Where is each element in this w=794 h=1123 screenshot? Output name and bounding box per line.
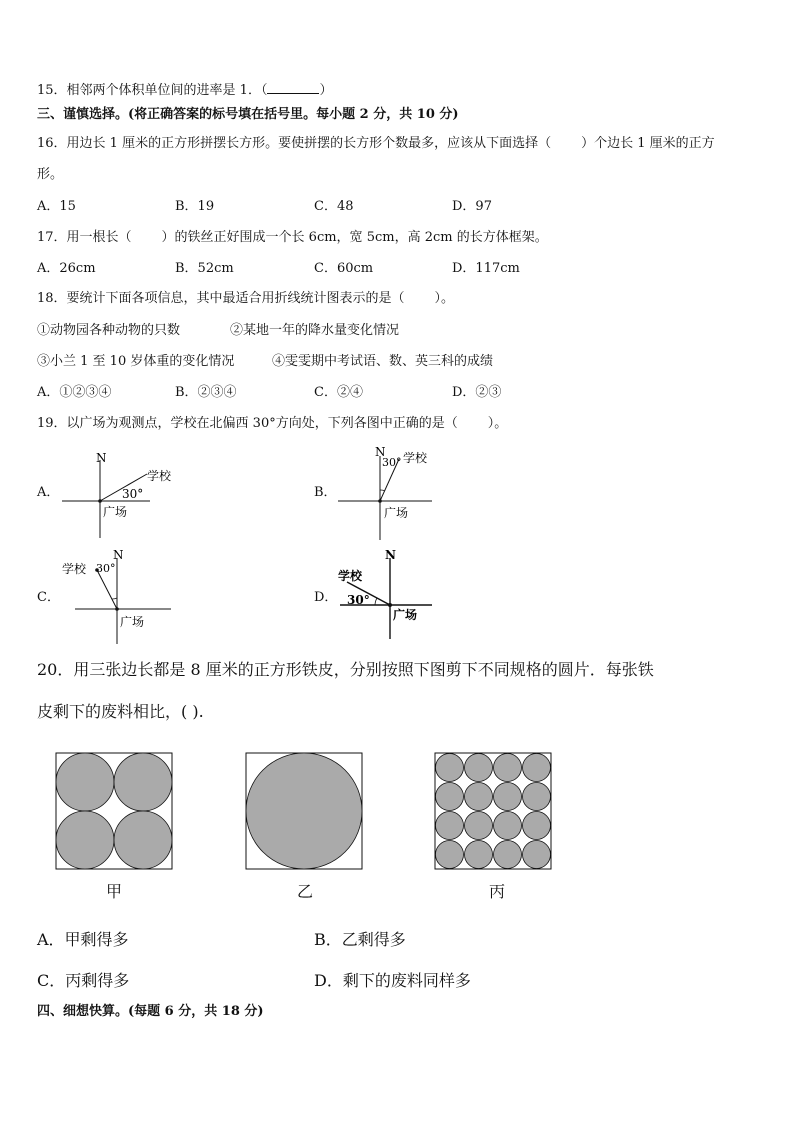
q18 — [37, 290, 454, 308]
circle — [465, 754, 493, 782]
q20-line1: 20．用三张边长都是 8 厘米的正方形铁皮，分别按照下图剪下不同规格的圆片．每张铁 — [37, 660, 654, 679]
q20-figure-yi — [245, 752, 365, 872]
q17 — [37, 229, 548, 247]
q17-text: 17．用一根长（ — [37, 230, 132, 245]
angle-label: 30° — [347, 593, 370, 607]
plaza-label: 广场 — [384, 506, 409, 520]
circle — [436, 783, 464, 811]
q18-item-4: ④雯雯期中考试语、数、英三科的成绩 — [272, 354, 494, 369]
school-label: 学校 — [338, 569, 363, 583]
plaza-label: 广场 — [103, 505, 128, 519]
circle — [494, 754, 522, 782]
q16-line1 — [37, 135, 715, 153]
circle — [523, 812, 551, 840]
circle — [114, 753, 172, 811]
q20-label-jia: 甲 — [106, 882, 123, 901]
circle — [494, 812, 522, 840]
school-label: 学校 — [147, 469, 172, 483]
q20-label-yi: 乙 — [297, 882, 314, 901]
north-label: N — [96, 451, 107, 465]
circle — [465, 841, 493, 869]
circle — [436, 812, 464, 840]
school-label: 学校 — [62, 562, 87, 576]
q19-option-a[interactable]: A． — [37, 485, 60, 500]
q18-item-1: ①动物园各种动物的只数 — [37, 323, 181, 338]
q18-text-end: ）。 — [434, 291, 455, 306]
circle — [523, 783, 551, 811]
q19 — [37, 415, 507, 433]
q20-option-c[interactable]: C．丙剩得多 — [37, 971, 130, 990]
circle — [465, 783, 493, 811]
q20-option-b[interactable]: B．乙剩得多 — [314, 930, 406, 949]
circle — [56, 753, 114, 811]
q20-option-d[interactable]: D．剩下的废料同样多 — [314, 971, 471, 990]
q18-text: 18．要统计下面各项信息，其中最适合用折线统计图表示的是（ — [37, 291, 405, 306]
q19-diagram-d — [335, 546, 445, 641]
circle — [436, 841, 464, 869]
circle — [114, 811, 172, 869]
q16-option-c[interactable]: C．48 — [314, 199, 354, 214]
circle — [246, 753, 362, 869]
north-label: N — [113, 548, 124, 562]
q17-option-a[interactable]: A．26cm — [37, 261, 96, 276]
q19-diagram-b — [335, 442, 445, 542]
circle — [436, 754, 464, 782]
q16-line2: 形。 — [37, 167, 64, 182]
circle — [494, 783, 522, 811]
q18-option-a[interactable]: A．①②③④ — [37, 385, 112, 400]
q19-diagram-a — [55, 448, 172, 543]
q18-item-2: ②某地一年的降水量变化情况 — [230, 323, 400, 338]
q19-option-d[interactable]: D． — [314, 590, 338, 605]
angle-arc — [380, 490, 385, 491]
q15 — [37, 81, 332, 100]
q15-text: 15．相邻两个体积单位间的进率是 1．（ — [37, 83, 268, 98]
q16-option-b[interactable]: B．19 — [175, 199, 215, 214]
q19-text-end: ）。 — [487, 416, 508, 431]
circle — [494, 841, 522, 869]
circle — [523, 841, 551, 869]
q17-text-end: ）的铁丝正好围成一个长 6cm，宽 5cm，高 2cm 的长方体框架。 — [161, 230, 548, 245]
direction-ray — [97, 570, 117, 609]
q16-text: 16．用边长 1 厘米的正方形拼摆长方形。要使拼摆的长方形个数最多，应该从下面选择（ — [37, 136, 552, 151]
q15-text-end: ） — [319, 83, 333, 98]
plaza-point — [98, 499, 102, 503]
angle-label: 30° — [382, 456, 402, 469]
q18-option-d[interactable]: D．②③ — [452, 385, 502, 400]
plaza-point — [388, 603, 392, 607]
q19-diagram-c — [58, 546, 178, 646]
plaza-label: 广场 — [120, 615, 145, 629]
plaza-point — [378, 499, 382, 503]
circle — [465, 812, 493, 840]
q20-figure-bing — [434, 752, 554, 872]
circle — [523, 754, 551, 782]
q19-option-b[interactable]: B． — [314, 485, 337, 500]
q19-option-c[interactable]: C． — [37, 590, 60, 605]
q18-item-3: ③小兰 1 至 10 岁体重的变化情况 — [37, 354, 235, 369]
q17-option-d[interactable]: D．117cm — [452, 261, 520, 276]
north-label: N — [375, 445, 386, 459]
angle-label: 30° — [122, 487, 144, 501]
q17-option-c[interactable]: C．60cm — [314, 261, 374, 276]
q17-option-b[interactable]: B．52cm — [175, 261, 234, 276]
q18-option-c[interactable]: C．②④ — [314, 385, 363, 400]
q16-option-d[interactable]: D．97 — [452, 199, 492, 214]
q16-text-end: ）个边长 1 厘米的正方 — [581, 136, 715, 151]
north-label: N — [385, 548, 396, 562]
school-label: 学校 — [403, 451, 428, 465]
plaza-point — [115, 607, 119, 611]
q16-option-a[interactable]: A．15 — [37, 199, 76, 214]
section4-title: 四、细想快算。(每题 6 分，共 18 分) — [37, 1004, 264, 1019]
section3-title: 三、谨慎选择。(将正确答案的标号填在括号里。每小题 2 分，共 10 分) — [37, 107, 459, 122]
angle-arc — [375, 598, 377, 605]
q20-label-bing: 丙 — [489, 882, 506, 901]
plaza-label: 广场 — [393, 608, 418, 622]
circle — [56, 811, 114, 869]
q18-option-b[interactable]: B．②③④ — [175, 385, 237, 400]
q15-answer-blank[interactable] — [267, 81, 319, 94]
q19-text: 19．以广场为观测点，学校在北偏西 30°方向处，下列各图中正确的是（ — [37, 416, 458, 431]
q20-line2: 皮剩下的废料相比，( ). — [37, 702, 204, 721]
q20-figure-jia — [55, 752, 175, 872]
q20-option-a[interactable]: A．甲剩得多 — [37, 930, 129, 949]
angle-arc — [112, 598, 117, 599]
angle-label: 30° — [96, 562, 116, 575]
